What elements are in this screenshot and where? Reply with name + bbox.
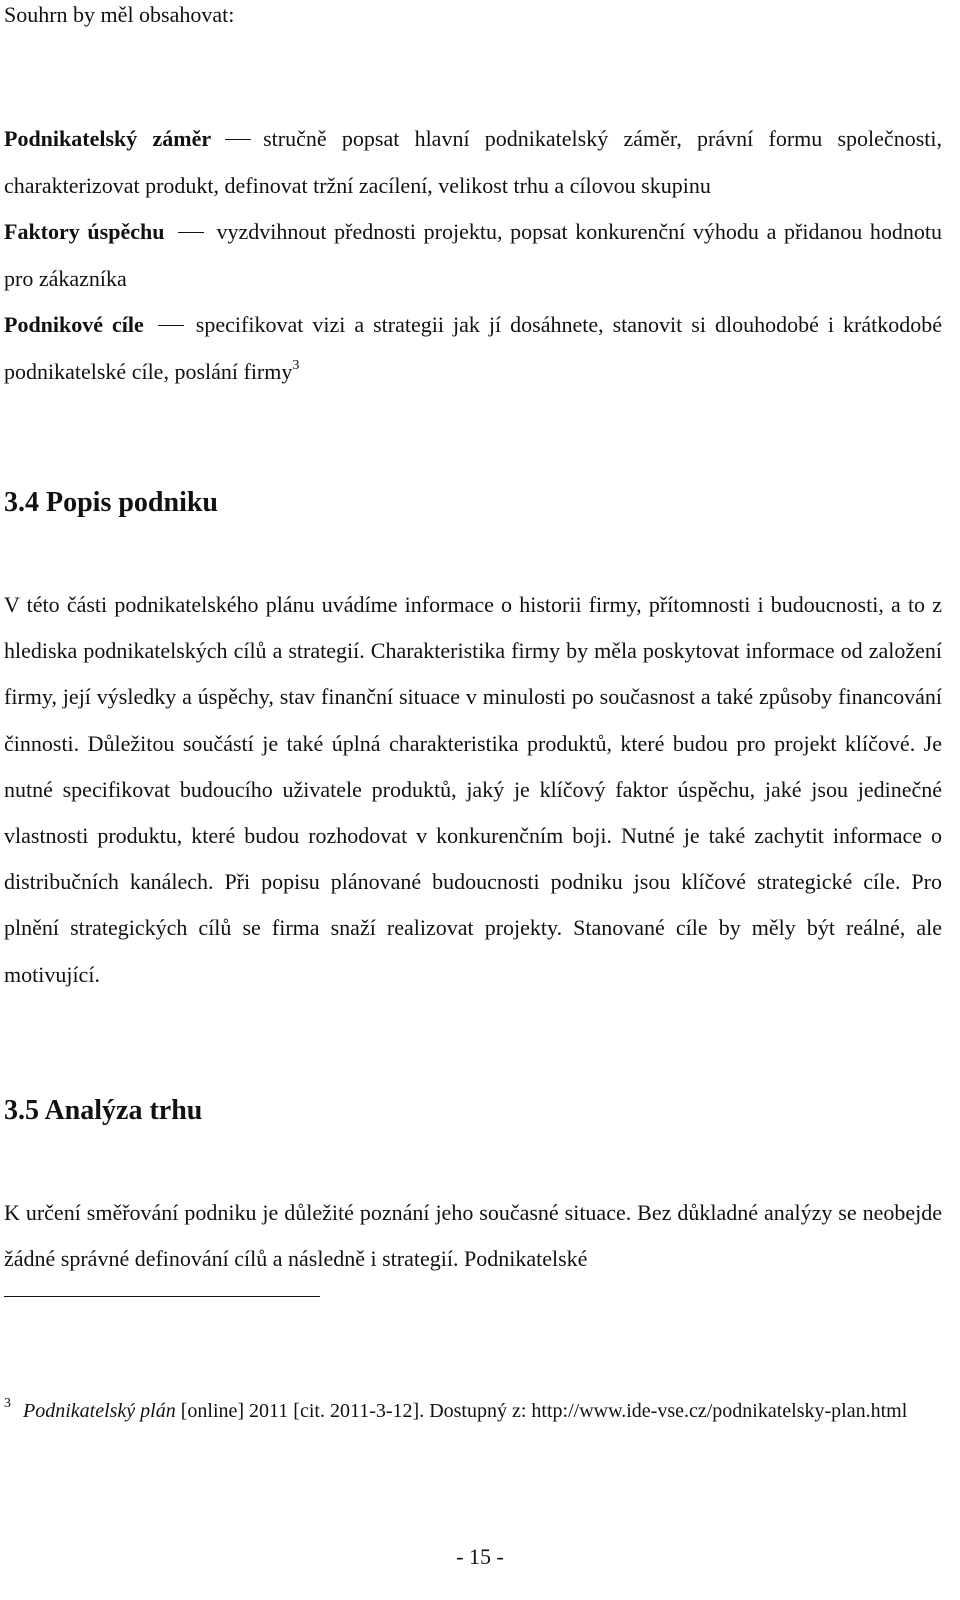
item-term: Podnikatelský záměr (4, 126, 212, 151)
dash-separator (158, 325, 184, 326)
section-paragraph: V této části podnikatelského plánu uvádíme informace o historii firmy, přítomnosti i budoucnosti, a to z hlediska podnikatelských cílů a strategií. Charakteristika firmy by měla poskytovat informace od založení firmy, její výsledky a úspěchy, stav finanční situace v minulosti po současnost a také způsoby financování činnosti. Důležitou součástí je také úplná charakteristika produktů, které budou pro projekt klíčové. Je nutné specifikovat budoucího uživatele produktů, jaký je klíčový faktor úspěchu, jaké jsou jedinečné vlastnosti produktu, které budou rozhodovat v konkurenčním boji. Nutné je také zachytit informace o distribučních kanálech. Při popisu plánované budoucnosti podniku jsou klíčové strategické cíle. Pro plnění strategických cílů se firma snaží realizovat projekty. Stanované cíle by měly být reálné, ale motivující. (4, 592, 942, 987)
item-text: vyzdvihnout přednosti projektu, popsat konkurenční výhodu a přidanou hodnotu pro zákazníka (4, 219, 942, 291)
footnote-mark: 3 (4, 1396, 11, 1411)
item-text: specifikovat vizi a strategii jak jí dosáhnete, stanovit si dlouhodobé i krátkodobé podnikatelské cíle, poslání firmy (4, 312, 942, 384)
item-text: stručně popsat hlavní podnikatelský záměr, právní formu společnosti, charakterizovat produkt, definovat tržní zacílení, velikost trhu a cílovou skupinu (4, 126, 942, 198)
dash-separator (178, 232, 204, 233)
page-number: - 15 - (456, 1544, 504, 1569)
section-heading: 3.5 Analýza trhu (4, 1095, 203, 1126)
summary-item (4, 126, 942, 198)
dash-separator (225, 139, 251, 140)
summary-items (4, 116, 942, 395)
footnote-divider (4, 1296, 320, 1297)
footnote-text: [online] 2011 [cit. 2011-3-12]. Dostupný z: http://www.ide-vse.cz/podnikatelsky-plan.html (175, 1400, 908, 1422)
footnote (4, 1390, 942, 1432)
item-term: Podnikové cíle (4, 312, 144, 337)
item-term: Faktory úspěchu (4, 219, 165, 244)
footnote-title: Podnikatelský plán (23, 1400, 176, 1422)
summary-item (4, 219, 942, 291)
intro-line: Souhrn by měl obsahovat: (4, 2, 235, 27)
summary-item (4, 312, 942, 384)
section-heading: 3.4 Popis podniku (4, 487, 218, 518)
footnote-reference[interactable]: 3 (292, 357, 300, 373)
section-paragraph: K určení směřování podniku je důležité poznání jeho současné situace. Bez důkladné analýzy se neobejde žádné správné definování cílů a následně i strategií. Podnikatelské (4, 1200, 942, 1272)
